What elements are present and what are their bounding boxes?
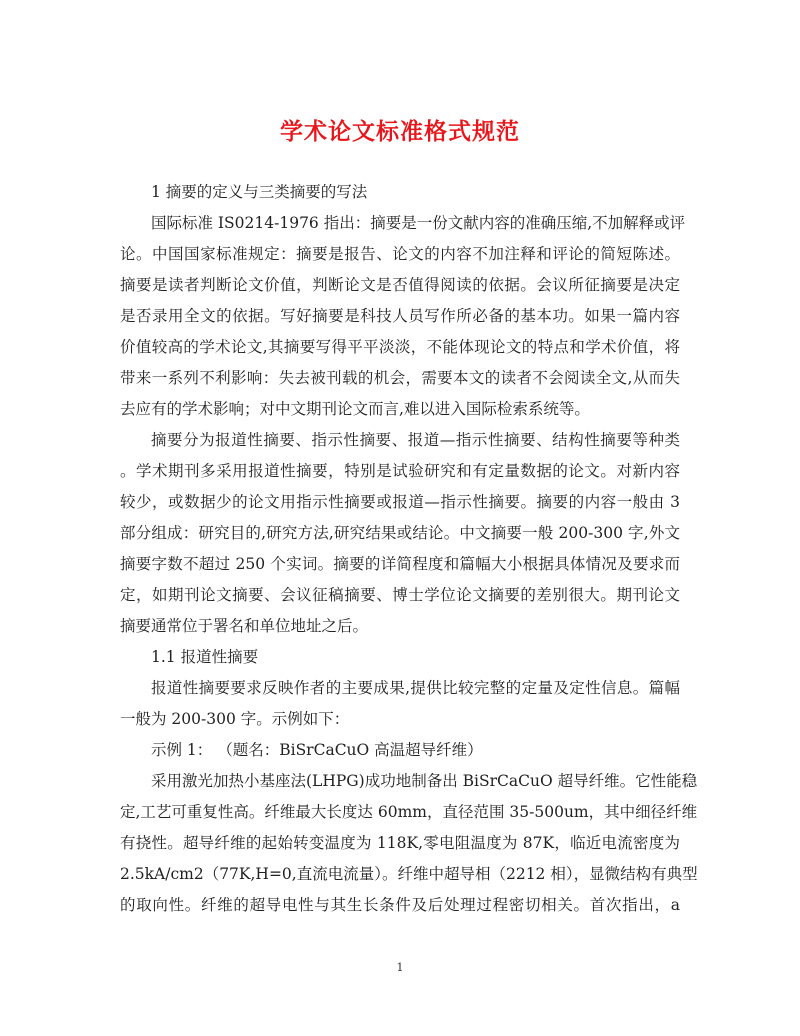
page-number: 1 — [396, 961, 404, 974]
paragraph-line: 带来一系列不利影响：失去被刊载的机会，需要本文的读者不会阅读全文,从而失 — [120, 369, 680, 387]
paragraph-line: 较少，或数据少的论文用指示性摘要或报道—指示性摘要。摘要的内容一般由 3 — [120, 493, 680, 511]
document-title: 学术论文标准格式规范 — [280, 118, 520, 145]
paragraph-line: 是否录用全文的依据。写好摘要是科技人员写作所必备的基本功。如果一篇内容 — [120, 307, 680, 325]
section-heading-1: 1 摘要的定义与三类摘要的写法 — [151, 183, 368, 201]
paragraph-line: 价值较高的学术论文,其摘要写得平平淡淡，不能体现论文的特点和学术价值，将 — [120, 338, 680, 356]
paragraph-line: 2.5kA/cm2（77K,H=0,直流电流量）。纤维中超导相（2212 相），显微结构有典型 — [120, 865, 698, 883]
paragraph-line: 。学术期刊多采用报道性摘要，特别是试验研究和有定量数据的论文。对新内容 — [120, 462, 680, 480]
paragraph-line: 国际标准 IS0214-1976 指出：摘要是一份文献内容的准确压缩,不加解释或评 — [151, 214, 686, 232]
paragraph-line: 报道性摘要要求反映作者的主要成果,提供比较完整的定量及定性信息。篇幅 — [151, 679, 680, 697]
paragraph-line: 一般为 200-300 字。示例如下： — [120, 710, 350, 728]
paragraph-line: 摘要是读者判断论文价值，判断论文是否值得阅读的依据。会议所征摘要是决定 — [120, 276, 680, 294]
paragraph-line: 摘要分为报道性摘要、指示性摘要、报道—指示性摘要、结构性摘要等种类 — [151, 431, 680, 449]
paragraph-line: 定,工艺可重复性高。纤维最大长度达 60mm，直径范围 35-500um，其中细径纤维 — [120, 803, 698, 821]
paragraph-line: 去应有的学术影响；对中文期刊论文而言,难以进入国际检索系统等。 — [120, 400, 590, 418]
paragraph-line: 采用激光加热小基座法(LHPG)成功地制备出 BiSrCaCuO 超导纤维。它性能稳 — [151, 772, 698, 790]
paragraph-line: 定，如期刊论文摘要、会议征稿摘要、博士学位论文摘要的差别很大。期刊论文 — [120, 586, 680, 604]
paragraph-line: 摘要字数不超过 250 个实词。摘要的详简程度和篇幅大小根据具体情况及要求而 — [120, 555, 680, 573]
example-heading: 示例 1： （题名：BiSrCaCuO 高温超导纤维） — [151, 741, 483, 759]
paragraph-line: 部分组成：研究目的,研究方法,研究结果或结论。中文摘要一般 200-300 字,外文 — [120, 524, 680, 542]
paragraph-line: 的取向性。纤维的超导电性与其生长条件及后处理过程密切相关。首次指出，a — [120, 896, 680, 914]
paragraph-line: 论。中国国家标准规定：摘要是报告、论文的内容不加注释和评论的简短陈述。 — [120, 245, 680, 263]
section-heading-1-1: 1.1 报道性摘要 — [151, 648, 259, 666]
paragraph-line: 有挠性。超导纤维的起始转变温度为 118K,零电阻温度为 87K，临近电流密度为 — [120, 834, 680, 852]
paragraph-line: 摘要通常位于署名和单位地址之后。 — [120, 617, 369, 635]
